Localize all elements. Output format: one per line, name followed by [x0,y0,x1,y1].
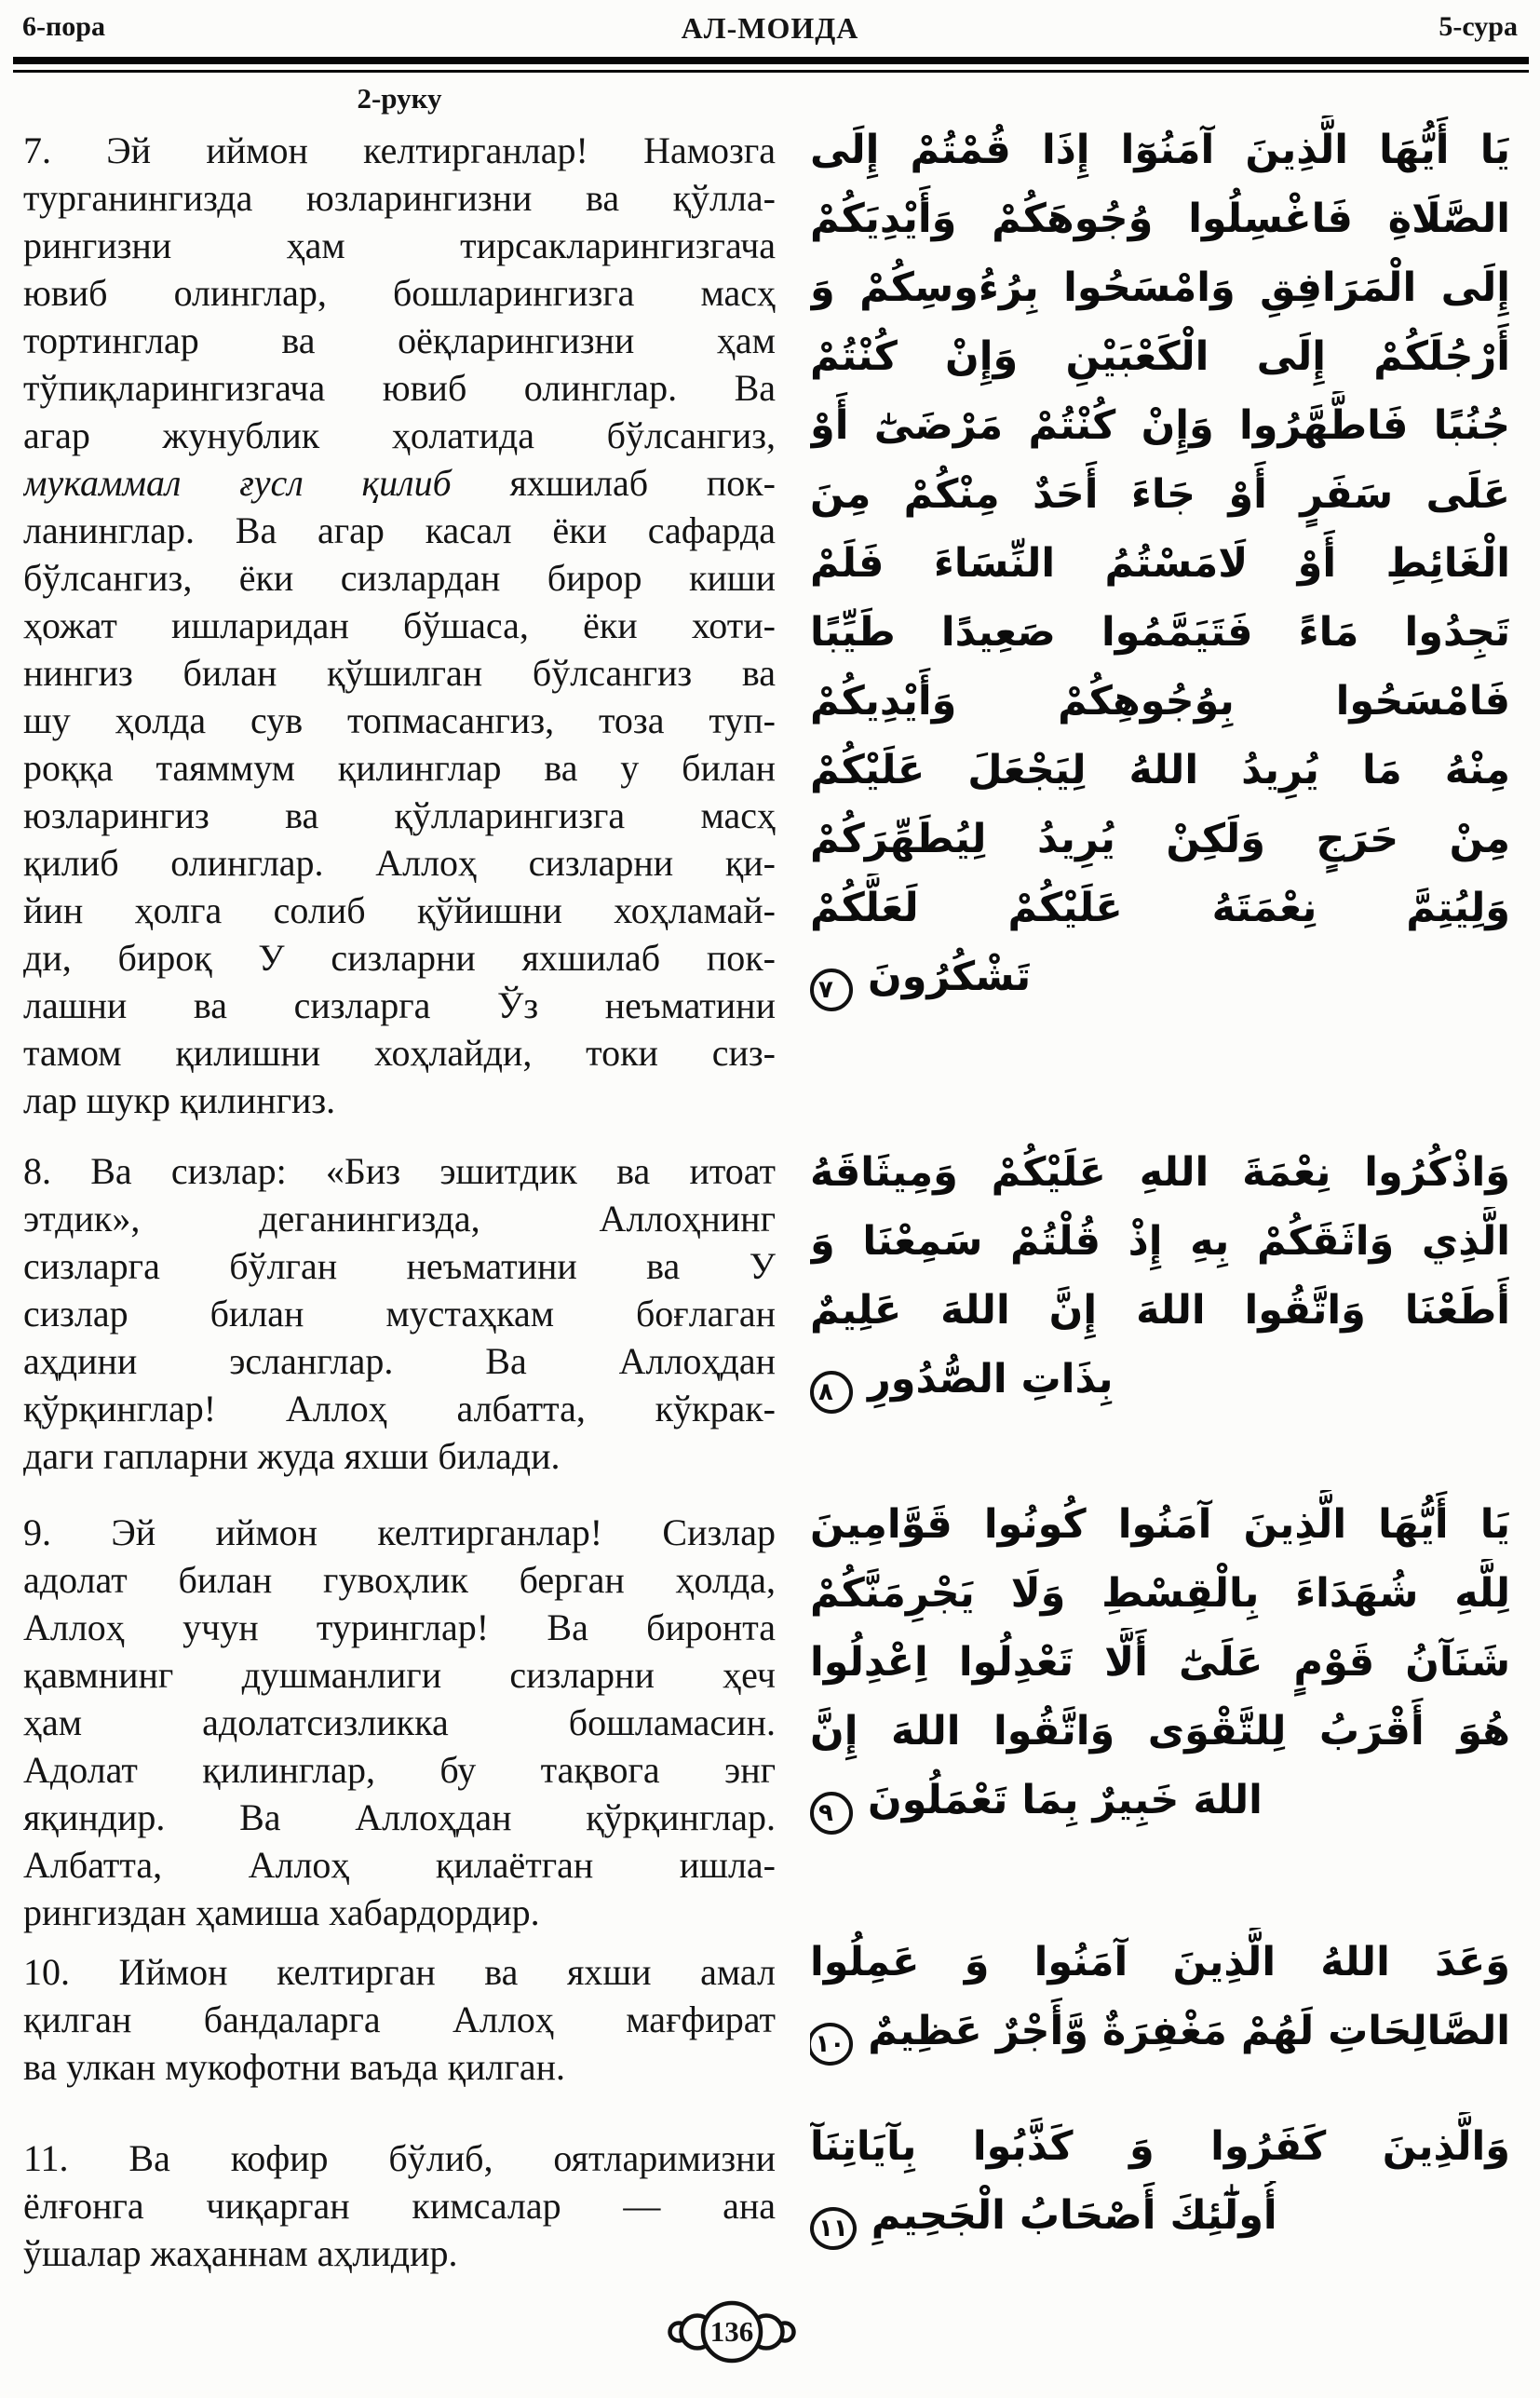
arabic-text-line: مِنْ حَرَجٍ وَلَكِنْ يُرِيدُ لِيُطَهِّرَكُمْ [810,816,1510,862]
ayah-number-badge: ٨ [810,1371,853,1414]
uzbek-text-line: рингиздан ҳамиша хабардордир. [23,1891,540,1933]
arabic-text-line: عَلَى سَفَرٍ أَوْ جَاءَ أَحَدٌ مِنْكُمْ مِنَ [810,471,1510,518]
uzbek-text-line: йин ҳолга солиб қўйишни хоҳламай- [23,889,776,931]
uzbek-text-line: ёлғонга чиқарган кимсалар — ана [23,2185,776,2227]
uzbek-text-line: аҳдини эсланглар. Ва Аллоҳдан [23,1340,776,1382]
uzbek-text-line: тўпиқларингизгача ювиб олинглар. Ва [23,367,776,409]
arabic-text-line: لِلَّهِ شُهَدَاءَ بِالْقِسْطِ وَلَا يَجْرِمَنَّكُمْ [810,1570,1510,1617]
arabic-text-line: أُولَٰٓئِكَ أَصْحَابُ الْجَحِيمِ١١ [810,2181,1510,2250]
uzbek-text-line: этдик», деганингизда, Аллоҳнинг [23,1198,776,1240]
uzbek-text-line: рингизни ҳам тирсакларингизгача [23,224,776,266]
arabic-text-line: فَامْسَحُوا بِوُجُوهِكُمْ وَأَيْدِيكُمْ [810,678,1510,725]
arabic-text-line: إِلَى الْمَرَافِقِ وَامْسَحُوا بِرُءُوسِكُمْ وَ [810,264,1510,311]
uzbek-text-line: ювиб олинглар, бошларингизга масҳ [23,272,776,314]
verse-10-arabic-text [810,1928,1510,2066]
verse-7-uzbek-translation [23,127,776,1124]
uzbek-text-line: шу ҳолда сув топмасангиз, тоза туп- [23,699,776,741]
header-rule-thick [13,57,1529,64]
uzbek-text-line: ва улкан мукофотни ваъда қилган. [23,2046,565,2088]
verse-10-uzbek-translation [23,1948,776,2091]
header-rule-thin [13,70,1529,73]
uzbek-text-line: ҳам адолатсизликка бошламасин. [23,1701,776,1743]
uzbek-text-line [23,459,776,507]
uzbek-text-line: даги гапларни жуда яхши билади. [23,1435,561,1477]
uzbek-text-line: турганингизда юзларингизни ва қўлла- [23,177,776,219]
uzbek-text-line: ҳожат ишларидан бўшаса, ёки хоти- [23,604,776,646]
uzbek-text-line: ўшалар жаҳаннам аҳлидир. [23,2232,458,2274]
arabic-text-line: بِذَاتِ الصُّدُورِ٨ [810,1345,1510,1414]
ruku-heading: 2-руку [357,82,442,115]
arabic-text-line: وَعَدَ اللهُ الَّذِينَ آمَنُوا وَ عَمِلُوا [810,1939,1510,1985]
uzbek-text-line: нингиз билан қўшилган бўлсангиз ва [23,652,776,694]
verse-11-arabic-text [810,2112,1510,2250]
header-surah-title: АЛ-МОИДА [681,11,859,45]
arabic-text-line: الصَّالِحَاتِ لَهُمْ مَغْفِرَةٌ وَّأَجْرٌ عَظِيمٌ١٠ [810,1997,1510,2066]
uzbek-text-line: лашни ва сизларга Ўз неъматини [23,984,776,1026]
arabic-text-line: وَلِيُتِمَّ نِعْمَتَهُ عَلَيْكُمْ لَعَلَّكُمْ [810,885,1510,931]
uzbek-text-line: ланинглар. Ва агар касал ёки сафарда [23,509,776,551]
uzbek-text-line: қилиб олинглар. Аллоҳ сизларни қи- [23,842,776,884]
uzbek-text-line: 11. Ва кофир бўлиб, оятларимизни [23,2137,776,2179]
italic-phrase: мукаммал ғусл қилиб [23,462,452,504]
uzbek-text-line: Адолат қилинглар, бу тақвога энг [23,1749,776,1791]
arabic-text-line: مِنْهُ مَا يُرِيدُ اللهُ لِيَجْعَلَ عَلَيْكُمْ [810,747,1510,793]
uzbek-text-line: Албатта, Аллоҳ қилаётган ишла- [23,1844,776,1886]
uzbek-text-line: роққа таяммум қилинглар ва у билан [23,747,776,789]
arabic-text-line: أَطَعْنَا وَاتَّقُوا اللهَ إِنَّ اللهَ عَلِيمٌ [810,1287,1510,1334]
uzbek-text-line: Аллоҳ учун туринглар! Ва биронта [23,1606,776,1648]
verse-7-arabic-text [810,115,1510,1011]
arabic-text-line: هُوَ أَقْرَبُ لِلتَّقْوَى وَاتَّقُوا اللهَ إِنَّ [810,1708,1510,1754]
ayah-number-badge: ٧ [810,969,853,1011]
header-juz-label: 6-пора [22,11,105,42]
uzbek-text-line: сизлар билан мустаҳкам боғлаган [23,1293,776,1334]
verse-8-arabic-text [810,1138,1510,1414]
verse-8-uzbek-translation [23,1147,776,1480]
uzbek-text-line: 9. Эй иймон келтирганлар! Сизлар [23,1511,776,1553]
arabic-text-line: تَجِدُوا مَاءً فَتَيَمَّمُوا صَعِيدًا طَيِّبًا [810,609,1510,656]
uzbek-text-line: 8. Ва сизлар: «Биз эшитдик ва итоат [23,1150,776,1192]
regular-phrase: яхшилаб пок- [451,462,776,504]
arabic-text-line: أَرْجُلَكُمْ إِلَى الْكَعْبَيْنِ وَإِنْ كُنْتُمْ [810,333,1510,380]
uzbek-text-line: агар жунублик ҳолатида бўлсангиз, [23,414,776,456]
uzbek-text-line: сизларга бўлган неъматини ва У [23,1245,776,1287]
arabic-text-line: وَالَّذِينَ كَفَرُوا وَ كَذَّبُوا بِآيَاتِنَآ [810,2123,1510,2170]
ayah-number-badge: ٩ [810,1792,853,1835]
ayah-number-badge: ١١ [810,2207,857,2250]
uzbek-text-line: қавмнинг душманлиги сизларни ҳеч [23,1654,776,1696]
uzbek-text-line: адолат билан гувоҳлик берган ҳолда, [23,1559,776,1601]
uzbek-text-line: ди, бироқ У сизларни яхшилаб пок- [23,937,776,979]
page-number: 136 [709,2315,754,2348]
uzbek-text-line: юзларингиз ва қўлларингизга масҳ [23,794,776,836]
arabic-text-line: شَنَآنُ قَوْمٍ عَلَىٰٓ أَلَّا تَعْدِلُوا اِعْدِلُوا [810,1639,1510,1686]
uzbek-text-line: тортинглар ва оёқларингизни ҳам [23,319,776,361]
arabic-text-line: يَا أَيُّهَا الَّذِينَ آمَنُوا كُونُوا قَوَّامِينَ [810,1501,1510,1548]
arabic-text-line: يَا أَيُّهَا الَّذِينَ آمَنُوٓا إِذَا قُمْتُمْ إِلَى [810,127,1510,173]
arabic-text-line: الَّذِي وَاثَقَكُمْ بِهِ إِذْ قُلْتُمْ سَمِعْنَا وَ [810,1218,1510,1265]
uzbek-text-line: тамом қилишни хоҳлайди, токи сиз- [23,1032,776,1074]
uzbek-text-line: яқиндир. Ва Аллоҳдан қўрқинглар. [23,1796,776,1838]
verse-9-uzbek-translation [23,1509,776,1936]
uzbek-text-line: 7. Эй иймон келтирганлар! Намозга [23,129,776,171]
uzbek-text-line: бўлсангиз, ёки сизлардан бирор киши [23,557,776,599]
uzbek-text-line: лар шукр қилингиз. [23,1079,336,1121]
uzbek-text-line: қўрқинглар! Аллоҳ албатта, кўкрак- [23,1388,776,1429]
header-surah-number: 5-сура [1439,11,1518,42]
verse-11-uzbek-translation [23,2134,776,2277]
ayah-number-badge: ١٠ [810,2023,853,2066]
arabic-text-line: تَشْكُرُونَ٧ [810,942,1510,1011]
uzbek-text-line: қилган бандаларга Аллоҳ мағфират [23,1998,776,2040]
uzbek-text-line: 10. Иймон келтирган ва яхши амал [23,1951,776,1993]
page-number-cartouche [667,2298,797,2365]
arabic-text-line: وَاذْكُرُوا نِعْمَةَ اللهِ عَلَيْكُمْ وَمِيثَاقَهُ [810,1149,1510,1196]
arabic-text-line: الصَّلَاةِ فَاغْسِلُوا وُجُوهَكُمْ وَأَيْدِيَكُمْ [810,196,1510,242]
arabic-text-line: الْغَائِطِ أَوْ لَامَسْتُمُ النِّسَاءَ فَلَمْ [810,540,1510,587]
arabic-text-line: اللهَ خَبِيرٌ بِمَا تَعْمَلُونَ٩ [810,1766,1510,1835]
verse-9-arabic-text [810,1490,1510,1835]
arabic-text-line: جُنُبًا فَاطَّهَّرُوا وَإِنْ كُنْتُمْ مَرْضَىٰٓ أَوْ [810,402,1510,449]
